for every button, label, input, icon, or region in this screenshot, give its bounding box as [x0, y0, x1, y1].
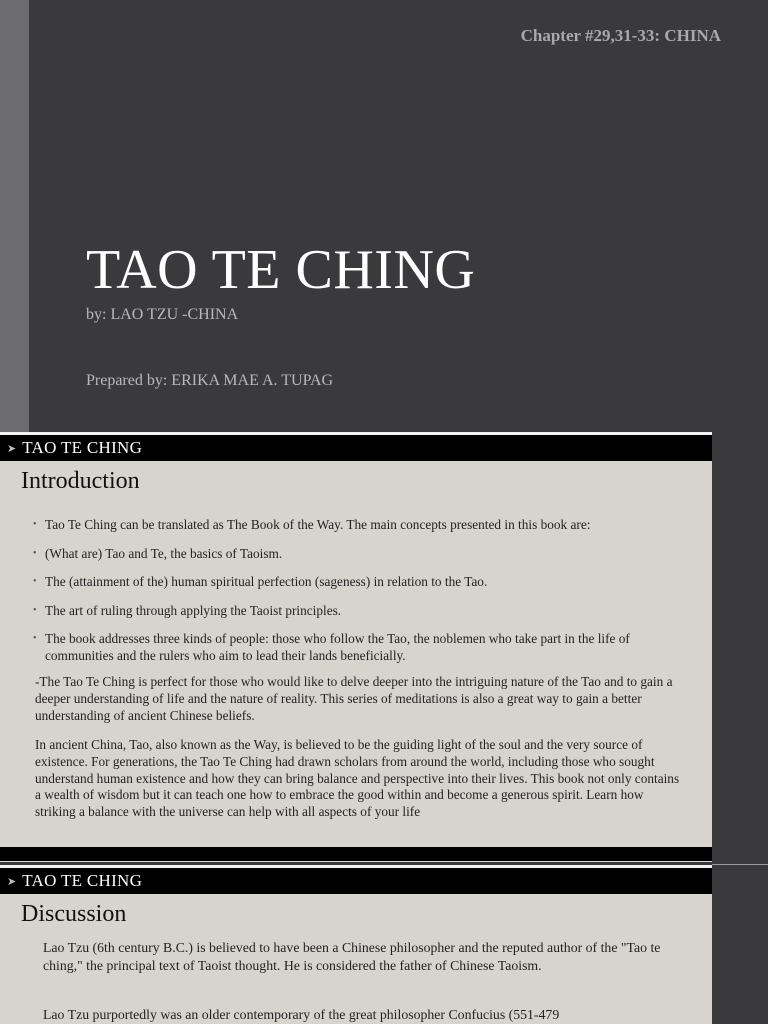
author-line: by: LAO TZU -CHINA [86, 306, 239, 323]
arrow-icon: ➤ [7, 441, 17, 455]
paragraph: Lao Tzu purportedly was an older contemporary of the great philosopher Confucius (551-479 [43, 1007, 560, 1022]
paragraph: In ancient China, Tao, also known as the Way, is believed to be the guiding light of the soul and the very source of existence. For generations, the Tao Te Ching had drawn scholars from around the world, including those who sought understand human existence and how they can bring balance and perspective into their lives. This book not only contains a wealth of wisdom but it can teach one how to embrace the good within and become a generous spirit. Learn how striking a balance with the universe can help with all aspects of your life [35, 737, 680, 820]
paragraph: -The Tao Te Ching is perfect for those who would like to delve deeper into the intriguing nature of the Tao and to gain a deeper understanding of life and the nature of reality. This series of meditations is also a great way to gain a better understanding of ancient Chinese beliefs. [35, 674, 673, 723]
bullet-item: • The art of ruling through applying the Taoist principles. [33, 602, 673, 619]
slide-header-bar [0, 868, 712, 894]
bullet-item: • The (attainment of the) human spiritual perfection (sageness) in relation to the Tao. [33, 573, 673, 590]
section-heading: Introduction [21, 468, 140, 494]
paragraph: Lao Tzu (6th century B.C.) is believed to have been a Chinese philosopher and the reputed author of the "Tao te ching," the principal text of Taoist thought. He is considered the father of Chinese Taoism. [43, 940, 661, 973]
slide-header-bar [0, 435, 712, 461]
side-strip [0, 0, 29, 432]
divider-line [712, 864, 768, 865]
slide-bottom-bar [0, 847, 712, 861]
bullet-item: • Tao Te Ching can be translated as The Book of the Way. The main concepts presented in this book are: [33, 516, 673, 533]
bullet-list [33, 516, 673, 676]
title-slide [0, 0, 768, 432]
slide-title: TAO TE CHING [86, 239, 476, 301]
introduction-slide [0, 432, 712, 862]
chapter-label: Chapter #29,31-33: CHINA [520, 26, 721, 45]
bullet-item: • (What are) Tao and Te, the basics of Taoism. [33, 545, 673, 562]
slide-header-text: TAO TE CHING [22, 871, 143, 890]
arrow-icon: ➤ [7, 874, 17, 888]
prepared-by-line: Prepared by: ERIKA MAE A. TUPAG [86, 372, 334, 389]
discussion-slide [0, 865, 712, 1024]
section-heading: Discussion [21, 901, 127, 927]
slide-header-text: TAO TE CHING [22, 438, 143, 457]
bullet-item: • The book addresses three kinds of people: those who follow the Tao, the noblemen who take part in the life of communities and the rulers who aim to lead their lands beneficially. [33, 630, 673, 664]
